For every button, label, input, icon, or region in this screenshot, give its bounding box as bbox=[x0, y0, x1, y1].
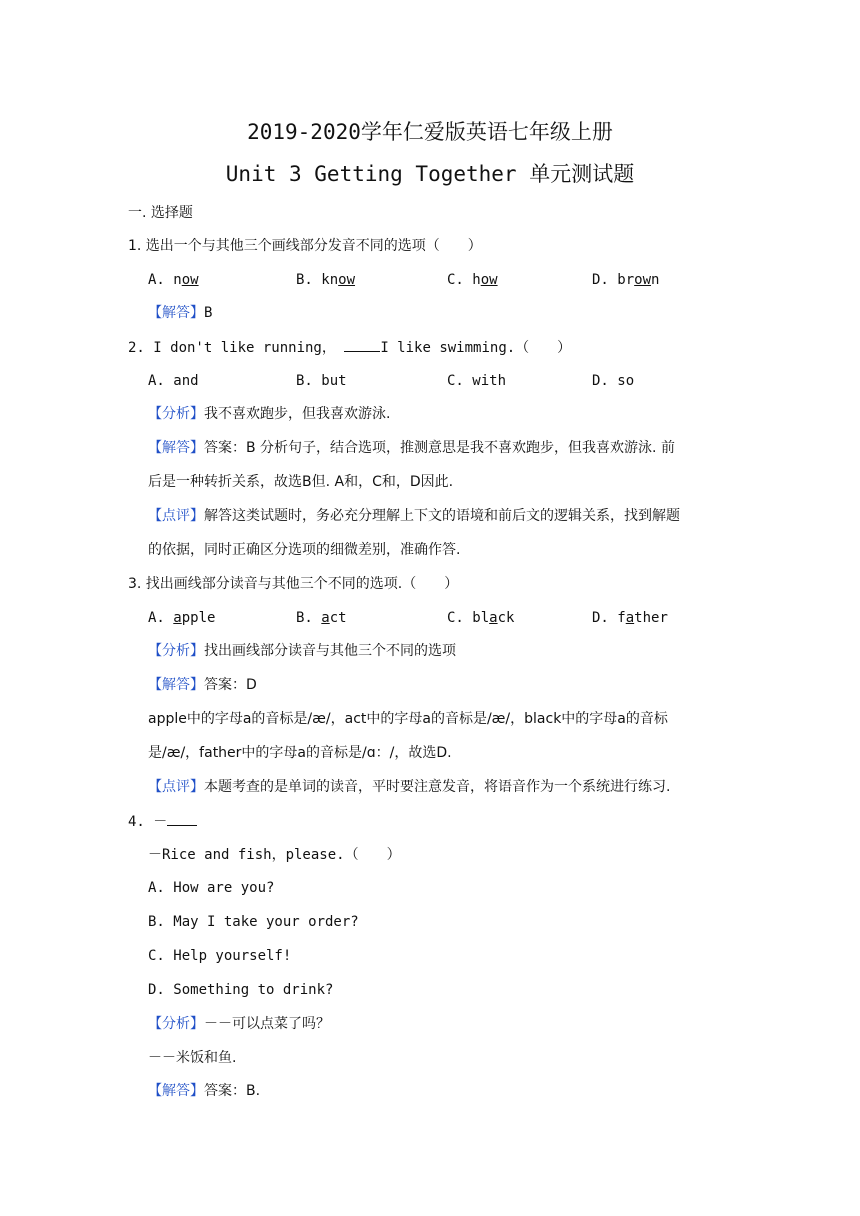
q3-comment: 【点评】本题考查的是单词的读音，平时要注意发音，将语音作为一个系统进行练习. bbox=[148, 779, 671, 795]
q3-option-c: C. black bbox=[447, 610, 515, 626]
q4-option-a: A. How are you? bbox=[148, 880, 275, 896]
q4-option-d: D. Something to drink? bbox=[148, 982, 334, 998]
q2-option-d: D. so bbox=[592, 373, 635, 389]
q2-option-c: C. with bbox=[447, 373, 507, 389]
fill-blank bbox=[344, 337, 380, 352]
q3-analysis: 【分析】找出画线部分读音与其他三个不同的选项 bbox=[148, 643, 456, 659]
q4-reply: －Rice and fish，please.（ ） bbox=[148, 847, 401, 863]
q2-answer-cont: 后是一种转折关系，故选B但. A和，C和，D因此. bbox=[148, 474, 454, 490]
q2-comment: 【点评】解答这类试题时，务必充分理解上下文的语境和前后文的逻辑关系，找到解题 bbox=[148, 508, 680, 524]
q3-option-a: A. apple bbox=[148, 610, 216, 626]
q2-option-a: A. and bbox=[148, 373, 199, 389]
q4-option-b: B. May I take your order? bbox=[148, 914, 359, 930]
document-title: 2019-2020学年仁爱版英语七年级上册 bbox=[247, 120, 613, 144]
q3-answer: 【解答】答案：D bbox=[148, 677, 257, 693]
q1-option-c: C. how bbox=[447, 272, 498, 288]
q1-answer: 【解答】B bbox=[148, 305, 213, 321]
q2-answer: 【解答】答案：B 分析句子，结合选项，推测意思是我不喜欢跑步，但我喜欢游泳. 前 bbox=[148, 440, 675, 456]
document-subtitle: Unit 3 Getting Together 单元测试题 bbox=[225, 162, 635, 186]
q1-option-a: A. now bbox=[148, 272, 199, 288]
q3-option-d: D. father bbox=[592, 610, 668, 626]
question-3-stem: 3. 找出画线部分读音与其他三个不同的选项.（ ） bbox=[128, 576, 459, 592]
question-1-stem: 1. 选出一个与其他三个画线部分发音不同的选项（ ） bbox=[128, 238, 482, 254]
q2-comment-cont: 的依据，同时正确区分选项的细微差别，准确作答. bbox=[148, 542, 461, 558]
q3-explanation: apple中的字母a的音标是/æ/，act中的字母a的音标是/æ/，black中的字母a的音标 bbox=[148, 711, 668, 727]
q4-option-c: C. Help yourself! bbox=[148, 948, 292, 964]
question-4-stem: 4. － bbox=[128, 811, 197, 832]
section-heading: 一. 选择题 bbox=[128, 205, 193, 221]
q4-analysis-cont: －－米饭和鱼. bbox=[148, 1050, 237, 1066]
q1-option-b: B. know bbox=[296, 272, 356, 288]
question-2-stem: 2. I don't like running， I like swimming.（ ） bbox=[128, 337, 571, 358]
q1-option-d: D. brown bbox=[592, 272, 660, 288]
q2-analysis: 【分析】我不喜欢跑步，但我喜欢游泳. bbox=[148, 406, 391, 422]
fill-blank bbox=[167, 811, 197, 826]
q4-answer: 【解答】答案：B. bbox=[148, 1083, 261, 1099]
q2-option-b: B. but bbox=[296, 373, 347, 389]
q3-explanation-cont: 是/æ/，father中的字母a的音标是/ɑ：/，故选D. bbox=[148, 745, 452, 761]
q4-analysis: 【分析】－－可以点菜了吗？ bbox=[148, 1016, 330, 1032]
q3-option-b: B. act bbox=[296, 610, 347, 626]
